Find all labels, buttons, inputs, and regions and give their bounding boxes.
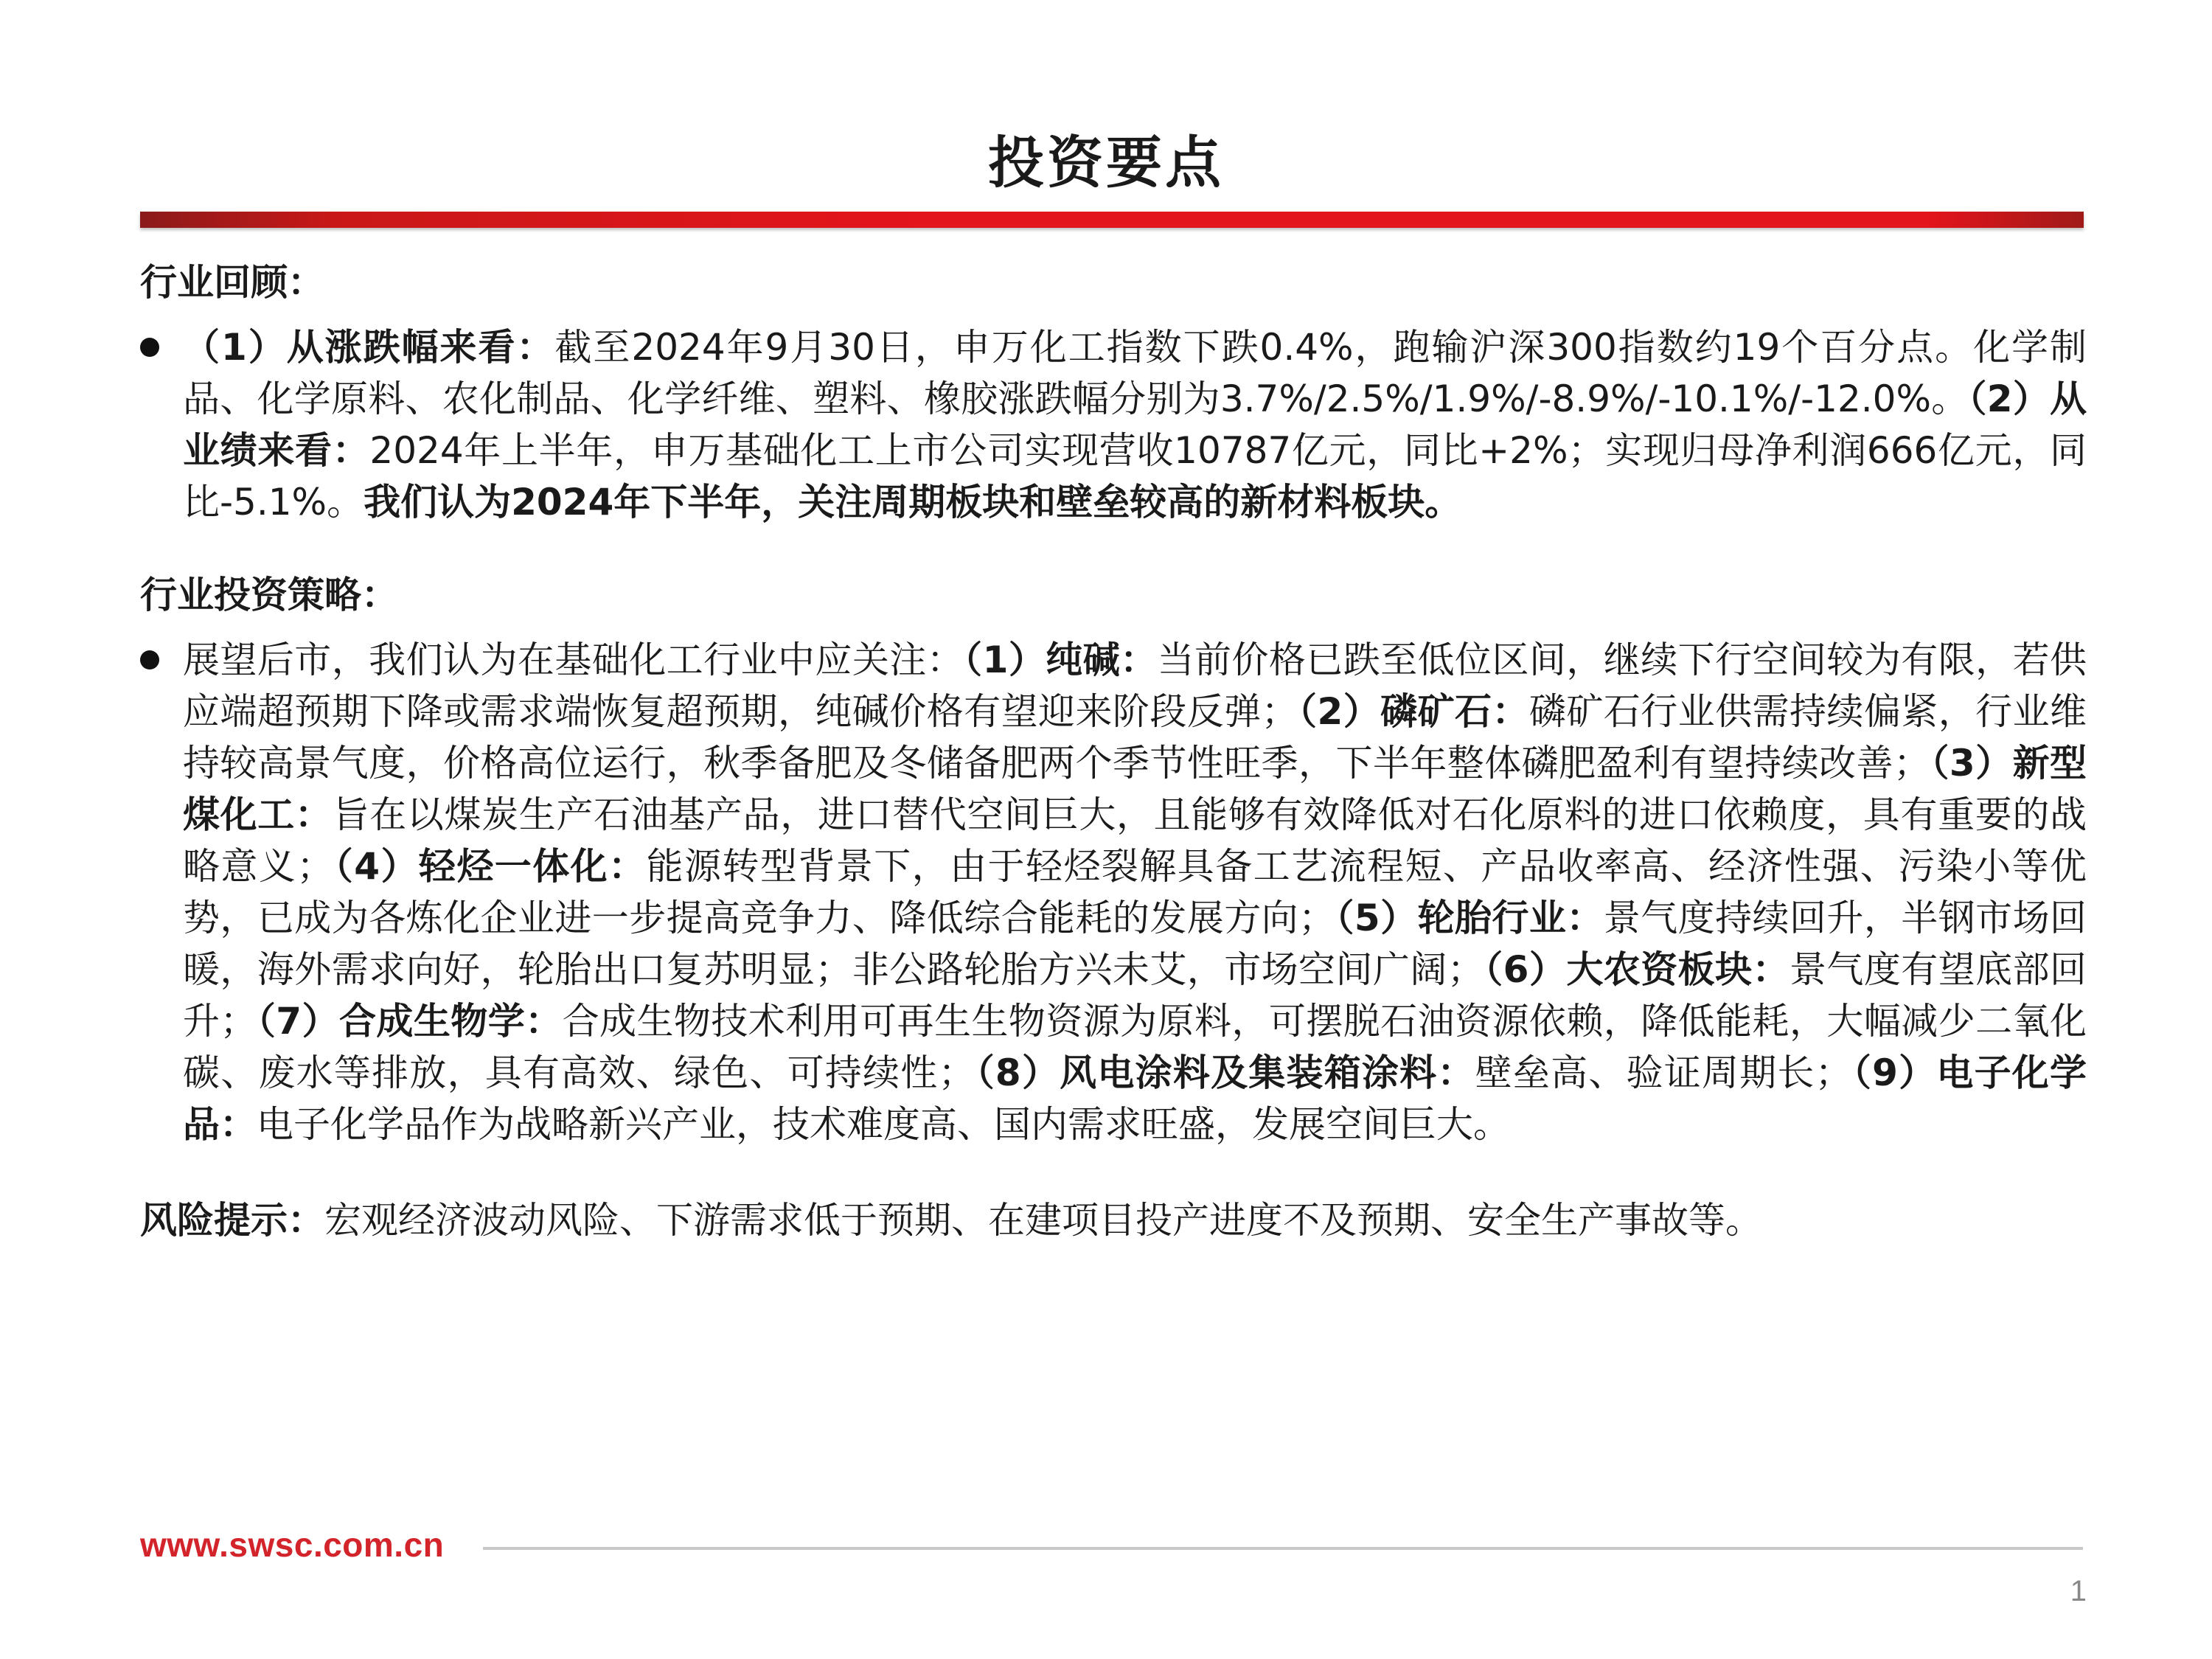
- footer-divider: [483, 1547, 2083, 1550]
- footer-url-link[interactable]: www.swsc.com.cn: [140, 1526, 445, 1564]
- strategy-item-label: （6）大农资板块：: [1484, 948, 1790, 991]
- review-text-1: 截至2024年9月30日，申万化工指数下跌0.4%，跑输沪深300指数约19个百分点。化学制品、化学原料、农化制品、化学纤维、塑料、橡胶涨跌幅分别为3.7%/2.5%/1.9%/-8.9%/-10.1%/-12.0%。: [183, 326, 2087, 420]
- strategy-item-label: （5）轮胎行业：: [1335, 897, 1604, 939]
- strategy-item-label: （7）合成生物学：: [257, 1000, 563, 1043]
- strategy-heading: 行业投资策略：: [140, 574, 398, 616]
- bullet-dot-icon: [140, 650, 159, 669]
- strategy-item-text: 合成生物技术利用可再生生物资源为原料，可摆脱石油资源依赖，降低能耗，大幅减少二氧化碳、废水等排放，具有高效、绿色、可持续性；: [183, 1000, 2087, 1094]
- strategy-item-label: （2）磷矿石：: [1298, 690, 1529, 733]
- strategy-item-text: 景气度有望底部回升；: [183, 948, 2087, 1043]
- strategy-item-text: 能源转型背景下，由于轻烃裂解具备工艺流程短、产品收率高、经济性强、污染小等优势，已成为各炼化企业进一步提高竞争力、降低综合能耗的发展方向；: [183, 845, 2087, 939]
- strategy-item-label: （8）风电涂料及集装箱涂料：: [975, 1051, 1475, 1094]
- review-label-1: （1）从涨跌幅来看：: [183, 326, 555, 369]
- strategy-item-label: （9）电子化学品：: [183, 1051, 2087, 1146]
- main-content: [140, 257, 2087, 1246]
- title-divider-bar: [140, 212, 2084, 228]
- strategy-item-text: 电子化学品作为战略新兴产业，技术难度高、国内需求旺盛，发展空间巨大。: [257, 1103, 1510, 1146]
- risk-text: 宏观经济波动风险、下游需求低于预期、在建项目投产进度不及预期、安全生产事故等。: [324, 1199, 1762, 1242]
- bullet-dot-icon: [140, 338, 159, 357]
- review-label-2: （2）从业绩来看：: [183, 378, 2087, 472]
- review-heading: 行业回顾：: [140, 261, 324, 304]
- strategy-item-text: 磷矿石行业供需持续偏紧，行业维持较高景气度，价格高位运行，秋季备肥及冬储备肥两个季节性旺季，下半年整体磷肥盈利有望持续改善；: [183, 690, 2087, 785]
- review-bullet: [140, 321, 2087, 528]
- strategy-bullet: [140, 634, 2087, 1150]
- strategy-item-label: （3）新型煤化工：: [183, 742, 2087, 836]
- strategy-item-text: 景气度持续回升，半钢市场回暖，海外需求向好，轮胎出口复苏明显；非公路轮胎方兴未艾，市场空间广阔；: [183, 897, 2087, 991]
- review-conclusion: 我们认为2024年下半年，关注周期板块和壁垒较高的新材料板块。: [364, 481, 1462, 524]
- strategy-item-label: （1）纯碱：: [964, 639, 1158, 681]
- page-title: 投资要点: [988, 130, 1224, 195]
- risk-label: 风险提示：: [140, 1199, 324, 1242]
- strategy-item-label: （4）轻烃一体化：: [333, 845, 647, 888]
- risk-warning: [140, 1194, 2087, 1246]
- review-text-2: 2024年上半年，申万基础化工上市公司实现营收10787亿元，同比+2%；实现归母净利润666亿元，同比-5.1%。: [183, 429, 2087, 524]
- strategy-item-text: 旨在以煤炭生产石油基产品，进口替代空间巨大，且能够有效降低对石化原料的进口依赖度，具有重要的战略意义；: [183, 793, 2087, 888]
- strategy-item-text: 壁垒高、验证周期长；: [1475, 1051, 1852, 1094]
- page-number: 1: [2070, 1575, 2087, 1607]
- strategy-intro: 展望后市，我们认为在基础化工行业中应关注：: [183, 639, 964, 681]
- strategy-item-text: 当前价格已跌至低位区间，继续下行空间较为有限，若供应端超预期下降或需求端恢复超预期，纯碱价格有望迎来阶段反弹；: [183, 639, 2087, 733]
